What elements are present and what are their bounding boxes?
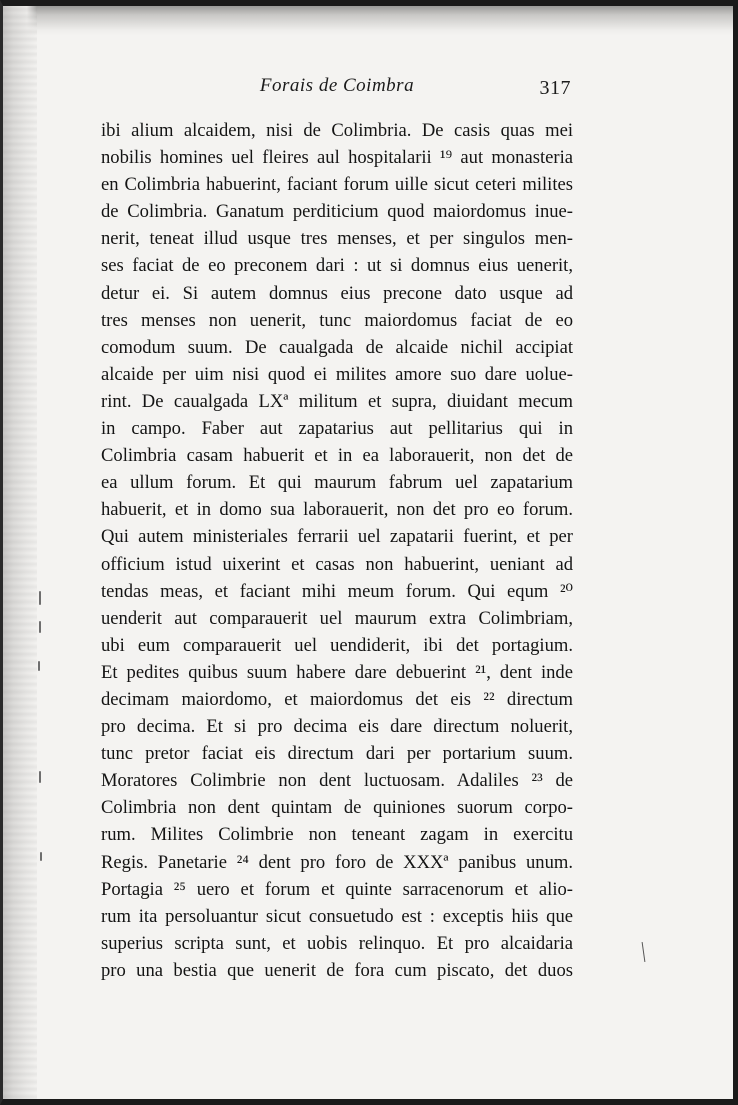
text-line: ea ullum forum. Et qui maurum fabrum uel zapatarium [101,472,573,494]
body-text [101,117,573,984]
text-line: detur ei. Si autem domnus eius precone dato usque ad [101,282,573,304]
text-line: Moratores Colimbrie non dent luctuosam. Adaliles ²³ de [101,770,573,792]
text-line: rum. Milites Colimbrie non teneant zagam in exercitu [101,824,573,846]
text-line: rint. De caualgada LXª militum et supra, diuidant mecum [101,390,573,412]
text-line: uenderit aut comparauerit uel maurum extra Colimbriam, [101,607,573,629]
text-line: nobilis homines uel fleires aul hospitalarii ¹⁹ aut monasteria [101,147,573,169]
text-line: in campo. Faber aut zapatarius aut pellitarius qui in [101,418,573,440]
running-header [100,73,574,103]
text-line: decimam maiordomo, et maiordomus det eis ²² directum [101,688,573,710]
text-line: pro decima. Et si pro decima eis dare directum noluerit, [101,716,573,738]
text-line: en Colimbria habuerint, faciant forum uille sicut ceteri milites [101,174,573,196]
text-line: Colimbria non dent quintam de quiniones suorum corpo- [101,797,573,819]
text-line: Regis. Panetarie ²⁴ dent pro foro de XXXª panibus unum. [101,851,573,873]
text-line: rum ita persoluantur sicut consuetudo est : exceptis hiis que [101,905,573,927]
text-line: de Colimbria. Ganatum perditicium quod maiordomus inue- [101,201,573,223]
text-line: alcaide per uim nisi quod ei milites amore suo dare uolue- [101,363,573,385]
text-line: superius scripta sunt, et uobis relinquo. Et pro alcaidaria [101,932,573,954]
text-line: ses faciat de eo preconem dari : ut si domnus eius uenerit, [101,255,573,277]
text-line: Et pedites quibus suum habere dare debuerint ²¹, dent inde [101,661,573,683]
text-line: tendas meas, et faciant mihi meum forum. Qui equm ²⁰ [101,580,573,602]
page-number: 317 [539,77,571,99]
text-line: pro una bestia que uenerit de fora cum piscato, det duos [101,959,573,981]
text-line: comodum suum. De caualgada de alcaide nichil accipiat [101,336,573,358]
text-line: ibi alium alcaidem, nisi de Colimbria. De casis quas mei [101,120,573,141]
text-line: Colimbria casam habuerit et in ea laborauerit, non det de [101,445,573,467]
text-line: ubi eum comparauerit uel uendiderit, ibi det portagium. [101,634,573,656]
text-line: tunc pretor faciat eis directum dari per portarium suum. [101,743,573,765]
text-line: officium istud uixerint et casas non habuerint, ueniant ad [101,553,573,575]
text-line: Qui autem ministeriales ferrarii uel zapatarii fuerint, et per [101,526,573,548]
text-line: nerit, teneat illud usque tres menses, et per singulos men- [101,228,573,250]
text-line: Portagia ²⁵ uero et forum et quinte sarracenorum et alio- [101,878,573,900]
running-title: Forais de Coimbra [259,75,415,96]
text-line: habuerit, et in domo sua laborauerit, non det pro eo forum. [101,499,573,521]
text-line: tres menses non uenerit, tunc maiordomus faciat de eo [101,309,573,331]
